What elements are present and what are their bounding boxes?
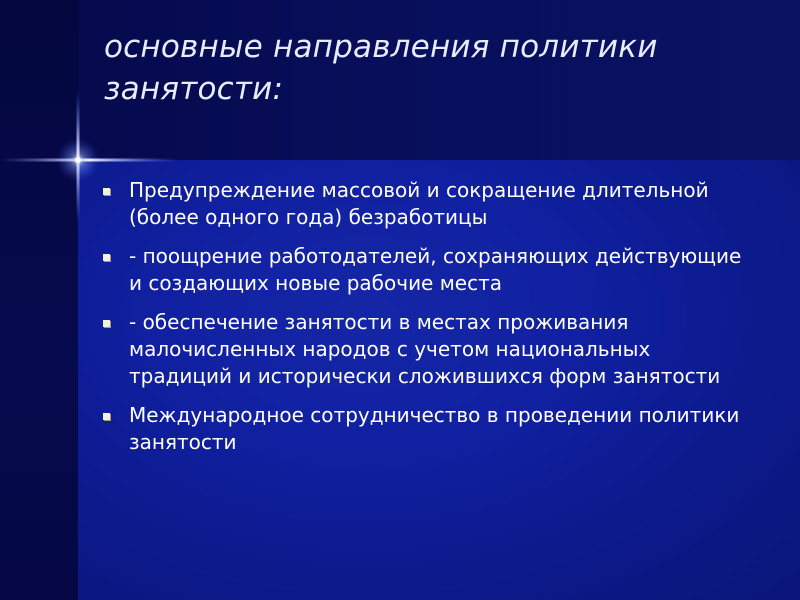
list-item [98, 309, 758, 390]
left-band [0, 0, 78, 600]
bullet-text: Международное сотрудничество в проведении политики занятости [129, 403, 740, 454]
bullet-text: Предупреждение массовой и сокращение длительной (более одного года) безработицы [129, 178, 709, 229]
list-item [98, 243, 758, 297]
square-bullet-icon [103, 188, 110, 195]
slide-title: основные направления политики занятости: [104, 29, 658, 107]
square-bullet-icon [103, 413, 110, 420]
square-bullet-icon [103, 254, 110, 261]
bullet-text: - поощрение работодателей, сохраняющих действующие и создающих новые рабочие места [129, 244, 742, 295]
list-item [98, 402, 758, 456]
bullet-text: - обеспечение занятости в местах проживания малочисленных народов с учетом национальных традиций и исторически сложившихся форм занятости [129, 310, 721, 388]
list-item [98, 177, 758, 231]
square-bullet-icon [103, 320, 110, 327]
bullet-list [98, 177, 758, 468]
